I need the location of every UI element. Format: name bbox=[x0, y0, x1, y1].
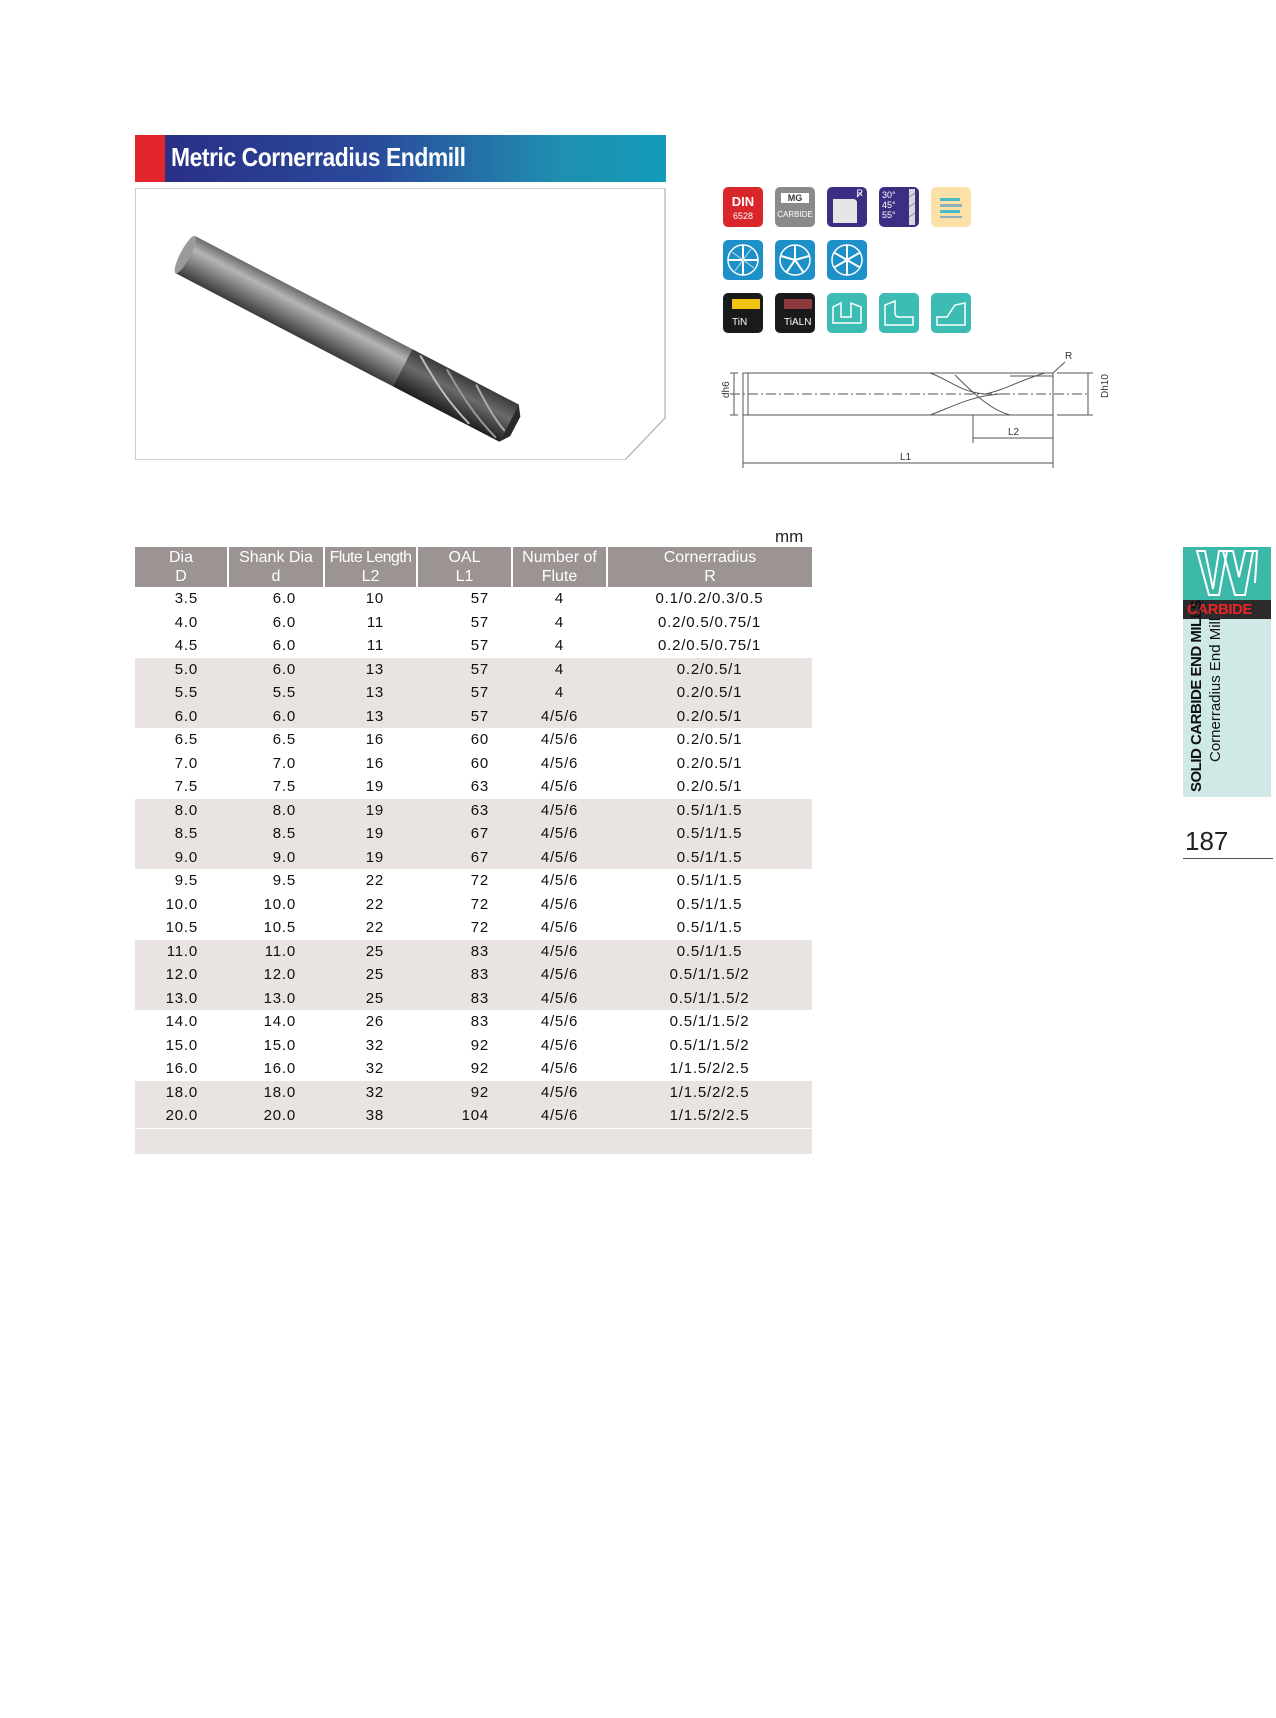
corner-label: R bbox=[856, 188, 863, 198]
cell-number-of-flute: 4/5/6 bbox=[540, 1013, 579, 1031]
cell-number-of-flute: 4/5/6 bbox=[512, 1081, 607, 1105]
cell-shank-dia: 7.0 bbox=[272, 754, 296, 772]
table-row bbox=[135, 681, 812, 705]
cell-dia: 14.0 bbox=[165, 1013, 198, 1031]
cell-shank-dia: 6.0 bbox=[272, 637, 296, 655]
cell-cornerradius: 0.5/1/1.5 bbox=[607, 940, 812, 964]
page-title: Metric Cornerradius Endmill bbox=[171, 142, 466, 172]
header-flute-line1: Flute Length bbox=[329, 549, 412, 566]
cell-shank-dia: 12.0 bbox=[228, 963, 324, 987]
cell-oal: 57 bbox=[417, 681, 512, 705]
cell-oal: 63 bbox=[470, 778, 489, 796]
cell-oal: 83 bbox=[470, 1013, 489, 1031]
cell-cornerradius: 0.5/1/1.5/2 bbox=[607, 963, 812, 987]
table-row bbox=[135, 916, 812, 940]
cell-cornerradius: 0.2/0.5/1 bbox=[676, 754, 743, 772]
cell-flute-length: 11 bbox=[366, 613, 384, 631]
header-dia bbox=[135, 547, 228, 587]
header-oal-line2: L1 bbox=[455, 568, 474, 585]
cell-cornerradius: 1/1.5/2/2.5 bbox=[669, 1060, 750, 1078]
cell-number-of-flute: 4/5/6 bbox=[540, 778, 579, 796]
unit-label: mm bbox=[775, 527, 804, 546]
cell-flute-length: 19 bbox=[365, 778, 384, 796]
header-cornerradius bbox=[607, 547, 812, 587]
technical-drawing bbox=[710, 350, 1130, 470]
header-number-of-flute bbox=[512, 547, 607, 587]
cell-number-of-flute: 4/5/6 bbox=[512, 799, 607, 823]
tolerance-icon bbox=[931, 187, 971, 227]
cell-shank-dia: 14.0 bbox=[263, 1013, 296, 1031]
cell-oal: 57 bbox=[470, 637, 489, 655]
table-row bbox=[135, 1010, 812, 1034]
cell-dia: 20.0 bbox=[135, 1104, 228, 1128]
cell-dia: 16.0 bbox=[165, 1060, 198, 1078]
cell-oal: 57 bbox=[417, 705, 512, 729]
cell-flute-length: 13 bbox=[324, 705, 417, 729]
cell-shank-dia: 10.5 bbox=[263, 919, 296, 937]
cell-dia: 9.0 bbox=[135, 846, 228, 870]
cell-flute-length: 19 bbox=[324, 822, 417, 846]
cell-cornerradius: 0.5/1/1.5 bbox=[607, 846, 812, 870]
cell-oal: 83 bbox=[417, 987, 512, 1011]
cell-shank-dia: 9.0 bbox=[228, 846, 324, 870]
cell-dia: 8.0 bbox=[135, 799, 228, 823]
cell-cornerradius: 0.2/0.5/1 bbox=[607, 681, 812, 705]
page-divider bbox=[1183, 858, 1273, 859]
table-row bbox=[135, 705, 812, 729]
header-dia-line2: D bbox=[175, 568, 187, 585]
cell-cornerradius: 0.2/0.5/0.75/1 bbox=[658, 637, 761, 655]
cell-oal: 92 bbox=[470, 1060, 489, 1078]
cell-number-of-flute: 4/5/6 bbox=[512, 1104, 607, 1128]
cell-dia: 15.0 bbox=[165, 1036, 198, 1054]
table-row bbox=[135, 587, 812, 611]
table-row bbox=[135, 728, 812, 752]
helix-30: 30° bbox=[882, 190, 896, 200]
table-row bbox=[135, 846, 812, 870]
table-row bbox=[135, 822, 812, 846]
cell-number-of-flute: 4/5/6 bbox=[512, 705, 607, 729]
table-footer-band bbox=[135, 1129, 812, 1154]
drawing-l1-label: L1 bbox=[900, 452, 912, 463]
cell-cornerradius: 1/1.5/2/2.5 bbox=[607, 1081, 812, 1105]
cell-shank-dia: 10.0 bbox=[263, 895, 296, 913]
din-standard-icon bbox=[723, 187, 763, 227]
table-row bbox=[135, 987, 812, 1011]
cell-cornerradius: 1/1.5/2/2.5 bbox=[607, 1104, 812, 1128]
product-photo bbox=[135, 188, 666, 460]
cell-dia: 7.0 bbox=[174, 754, 198, 772]
cell-cornerradius: 0.5/1/1.5/2 bbox=[607, 987, 812, 1011]
din-number: 6528 bbox=[732, 211, 754, 221]
table-row bbox=[135, 940, 812, 964]
cell-flute-length: 22 bbox=[365, 919, 384, 937]
cell-oal: 67 bbox=[417, 846, 512, 870]
cell-oal: 92 bbox=[470, 1036, 489, 1054]
tialn-coating-icon bbox=[775, 293, 815, 333]
cell-flute-length: 16 bbox=[365, 731, 384, 749]
cell-oal: 67 bbox=[417, 822, 512, 846]
cell-number-of-flute: 4/5/6 bbox=[540, 731, 579, 749]
cell-flute-length: 16 bbox=[365, 754, 384, 772]
cell-cornerradius: 0.2/0.5/0.75/1 bbox=[658, 613, 761, 631]
cell-flute-length: 32 bbox=[365, 1060, 384, 1078]
slotting-icon bbox=[827, 293, 867, 333]
page-number: 187 bbox=[1185, 826, 1229, 856]
cell-flute-length: 26 bbox=[365, 1013, 384, 1031]
header-shank-dia bbox=[228, 547, 324, 587]
cell-cornerradius: 0.5/1/1.5 bbox=[676, 872, 743, 890]
side-subsection-title: Cornerradius End Mill bbox=[1207, 617, 1224, 762]
cell-dia: 18.0 bbox=[135, 1081, 228, 1105]
cell-shank-dia: 6.0 bbox=[272, 613, 296, 631]
din-label: DIN bbox=[731, 194, 755, 209]
cell-cornerradius: 0.5/1/1.5/2 bbox=[669, 1036, 750, 1054]
corner-radius-icon bbox=[827, 187, 867, 227]
cell-number-of-flute: 4/5/6 bbox=[512, 963, 607, 987]
cell-shank-dia: 7.5 bbox=[272, 778, 296, 796]
cell-oal: 83 bbox=[417, 940, 512, 964]
drawing-l2-label: L2 bbox=[1008, 427, 1020, 438]
cell-dia: 9.5 bbox=[174, 872, 198, 890]
five-flute-icon bbox=[775, 240, 815, 280]
cell-shank-dia: 20.0 bbox=[228, 1104, 324, 1128]
six-flute-icon bbox=[827, 240, 867, 280]
shoulder-milling-icon bbox=[879, 293, 919, 333]
helix-angle-icon bbox=[879, 187, 919, 227]
title-bar bbox=[135, 135, 666, 182]
cell-number-of-flute: 4 bbox=[512, 681, 607, 705]
table-row bbox=[135, 1034, 812, 1058]
table-row bbox=[135, 1057, 812, 1081]
cell-shank-dia: 13.0 bbox=[228, 987, 324, 1011]
cell-number-of-flute: 4/5/6 bbox=[540, 872, 579, 890]
cell-dia: 7.5 bbox=[174, 778, 198, 796]
title-accent bbox=[135, 135, 165, 182]
cell-dia: 6.0 bbox=[135, 705, 228, 729]
cell-flute-length: 32 bbox=[324, 1081, 417, 1105]
cell-flute-length: 25 bbox=[324, 940, 417, 964]
side-section-title: SOLID CARBIDE END MILLS bbox=[1188, 600, 1205, 792]
cell-number-of-flute: 4/5/6 bbox=[512, 846, 607, 870]
cell-number-of-flute: 4 bbox=[554, 613, 565, 631]
cell-number-of-flute: 4 bbox=[554, 590, 565, 608]
cell-cornerradius: 0.5/1/1.5 bbox=[607, 799, 812, 823]
cell-number-of-flute: 4 bbox=[512, 658, 607, 682]
cell-shank-dia: 6.5 bbox=[272, 731, 296, 749]
cell-cornerradius: 0.5/1/1.5 bbox=[676, 895, 743, 913]
header-shank-line2: d bbox=[271, 568, 281, 585]
header-cr-line2: R bbox=[704, 568, 716, 585]
cell-oal: 72 bbox=[470, 919, 489, 937]
cell-shank-dia: 18.0 bbox=[228, 1081, 324, 1105]
cell-number-of-flute: 4/5/6 bbox=[512, 987, 607, 1011]
tin-coating-icon bbox=[723, 293, 763, 333]
header-nf-line2: Flute bbox=[541, 568, 578, 585]
header-oal-line1: OAL bbox=[448, 549, 481, 566]
cell-shank-dia: 6.0 bbox=[272, 590, 296, 608]
cell-oal: 72 bbox=[470, 895, 489, 913]
cell-shank-dia: 6.0 bbox=[228, 705, 324, 729]
cell-shank-dia: 8.5 bbox=[228, 822, 324, 846]
cell-shank-dia: 5.5 bbox=[228, 681, 324, 705]
header-cr-line1: Cornerradius bbox=[663, 549, 757, 566]
table-row bbox=[135, 634, 812, 658]
cell-cornerradius: 0.2/0.5/1 bbox=[607, 705, 812, 729]
cell-dia: 4.5 bbox=[174, 637, 198, 655]
cell-oal: 60 bbox=[470, 754, 489, 772]
cell-shank-dia: 11.0 bbox=[228, 940, 324, 964]
helix-45: 45° bbox=[882, 200, 896, 210]
material-label: CARBIDE bbox=[777, 210, 813, 219]
cell-number-of-flute: 4/5/6 bbox=[540, 919, 579, 937]
table-row bbox=[135, 658, 812, 682]
cell-number-of-flute: 4/5/6 bbox=[512, 822, 607, 846]
tialn-swatch bbox=[784, 299, 812, 309]
cell-flute-length: 22 bbox=[365, 895, 384, 913]
cell-shank-dia: 15.0 bbox=[263, 1036, 296, 1054]
table-row bbox=[135, 869, 812, 893]
cell-dia: 5.0 bbox=[135, 658, 228, 682]
tin-label: TiN bbox=[732, 317, 748, 328]
cell-number-of-flute: 4/5/6 bbox=[540, 895, 579, 913]
table-row bbox=[135, 611, 812, 635]
table-row bbox=[135, 963, 812, 987]
cell-flute-length: 19 bbox=[324, 846, 417, 870]
cell-number-of-flute: 4/5/6 bbox=[540, 1036, 579, 1054]
cell-flute-length: 11 bbox=[366, 637, 384, 655]
four-flute-icon bbox=[723, 240, 763, 280]
cell-cornerradius: 0.5/1/1.5 bbox=[676, 919, 743, 937]
drawing-r-label: R bbox=[1065, 351, 1073, 362]
header-dia-line1: Dia bbox=[168, 549, 193, 566]
drawing-dh6-label: dh6 bbox=[721, 381, 732, 398]
cell-dia: 10.5 bbox=[165, 919, 198, 937]
cell-oal: 60 bbox=[470, 731, 489, 749]
cell-flute-length: 10 bbox=[365, 590, 384, 608]
cell-dia: 6.5 bbox=[174, 731, 198, 749]
cell-oal: 83 bbox=[417, 963, 512, 987]
cell-number-of-flute: 4/5/6 bbox=[540, 754, 579, 772]
cell-oal: 57 bbox=[470, 613, 489, 631]
cell-dia: 13.0 bbox=[135, 987, 228, 1011]
cell-flute-length: 32 bbox=[365, 1036, 384, 1054]
table-header-row bbox=[135, 547, 812, 587]
cell-flute-length: 38 bbox=[324, 1104, 417, 1128]
material-code: MG bbox=[781, 193, 809, 203]
cell-shank-dia: 9.5 bbox=[272, 872, 296, 890]
cell-oal: 57 bbox=[417, 658, 512, 682]
cell-oal: 57 bbox=[470, 590, 489, 608]
cell-dia: 12.0 bbox=[135, 963, 228, 987]
cell-flute-length: 25 bbox=[324, 963, 417, 987]
cell-cornerradius: 0.2/0.5/1 bbox=[676, 731, 743, 749]
table-row bbox=[135, 1081, 812, 1105]
header-flute-length bbox=[324, 547, 417, 587]
cell-dia: 3.5 bbox=[174, 590, 198, 608]
cell-flute-length: 25 bbox=[324, 987, 417, 1011]
cell-dia: 11.0 bbox=[135, 940, 228, 964]
drawing-dh10-label: Dh10 bbox=[1100, 374, 1111, 398]
helix-55: 55° bbox=[882, 210, 896, 220]
profiling-icon bbox=[931, 293, 971, 333]
cell-dia: 10.0 bbox=[165, 895, 198, 913]
table-row bbox=[135, 893, 812, 917]
cell-oal: 63 bbox=[417, 799, 512, 823]
carbide-material-icon bbox=[775, 187, 815, 227]
cell-oal: 104 bbox=[417, 1104, 512, 1128]
header-flute-line2: L2 bbox=[361, 568, 380, 585]
header-shank-line1: Shank Dia bbox=[239, 549, 313, 566]
table-row bbox=[135, 799, 812, 823]
cell-cornerradius: 0.5/1/1.5/2 bbox=[669, 1013, 750, 1031]
table-row bbox=[135, 752, 812, 776]
cell-cornerradius: 0.1/0.2/0.3/0.5 bbox=[655, 590, 764, 608]
spec-table bbox=[135, 547, 812, 1128]
cell-shank-dia: 6.0 bbox=[228, 658, 324, 682]
cell-dia: 4.0 bbox=[174, 613, 198, 631]
header-nf-line1: Number of bbox=[522, 549, 597, 566]
table-row bbox=[135, 775, 812, 799]
cell-oal: 92 bbox=[417, 1081, 512, 1105]
cell-cornerradius: 0.2/0.5/1 bbox=[607, 658, 812, 682]
table-row bbox=[135, 1104, 812, 1128]
cell-dia: 8.5 bbox=[135, 822, 228, 846]
cell-cornerradius: 0.2/0.5/1 bbox=[676, 778, 743, 796]
cell-number-of-flute: 4/5/6 bbox=[512, 940, 607, 964]
cell-shank-dia: 16.0 bbox=[263, 1060, 296, 1078]
tin-swatch bbox=[732, 299, 760, 309]
cell-dia: 5.5 bbox=[135, 681, 228, 705]
cell-number-of-flute: 4 bbox=[554, 637, 565, 655]
cell-flute-length: 13 bbox=[324, 681, 417, 705]
cell-cornerradius: 0.5/1/1.5 bbox=[607, 822, 812, 846]
header-oal bbox=[417, 547, 512, 587]
tialn-label: TiALN bbox=[784, 317, 812, 328]
cell-flute-length: 22 bbox=[365, 872, 384, 890]
cell-oal: 72 bbox=[470, 872, 489, 890]
cell-number-of-flute: 4/5/6 bbox=[540, 1060, 579, 1078]
cell-flute-length: 19 bbox=[324, 799, 417, 823]
cell-shank-dia: 8.0 bbox=[228, 799, 324, 823]
side-brand: CARBIDE bbox=[1183, 600, 1271, 619]
cell-flute-length: 13 bbox=[324, 658, 417, 682]
